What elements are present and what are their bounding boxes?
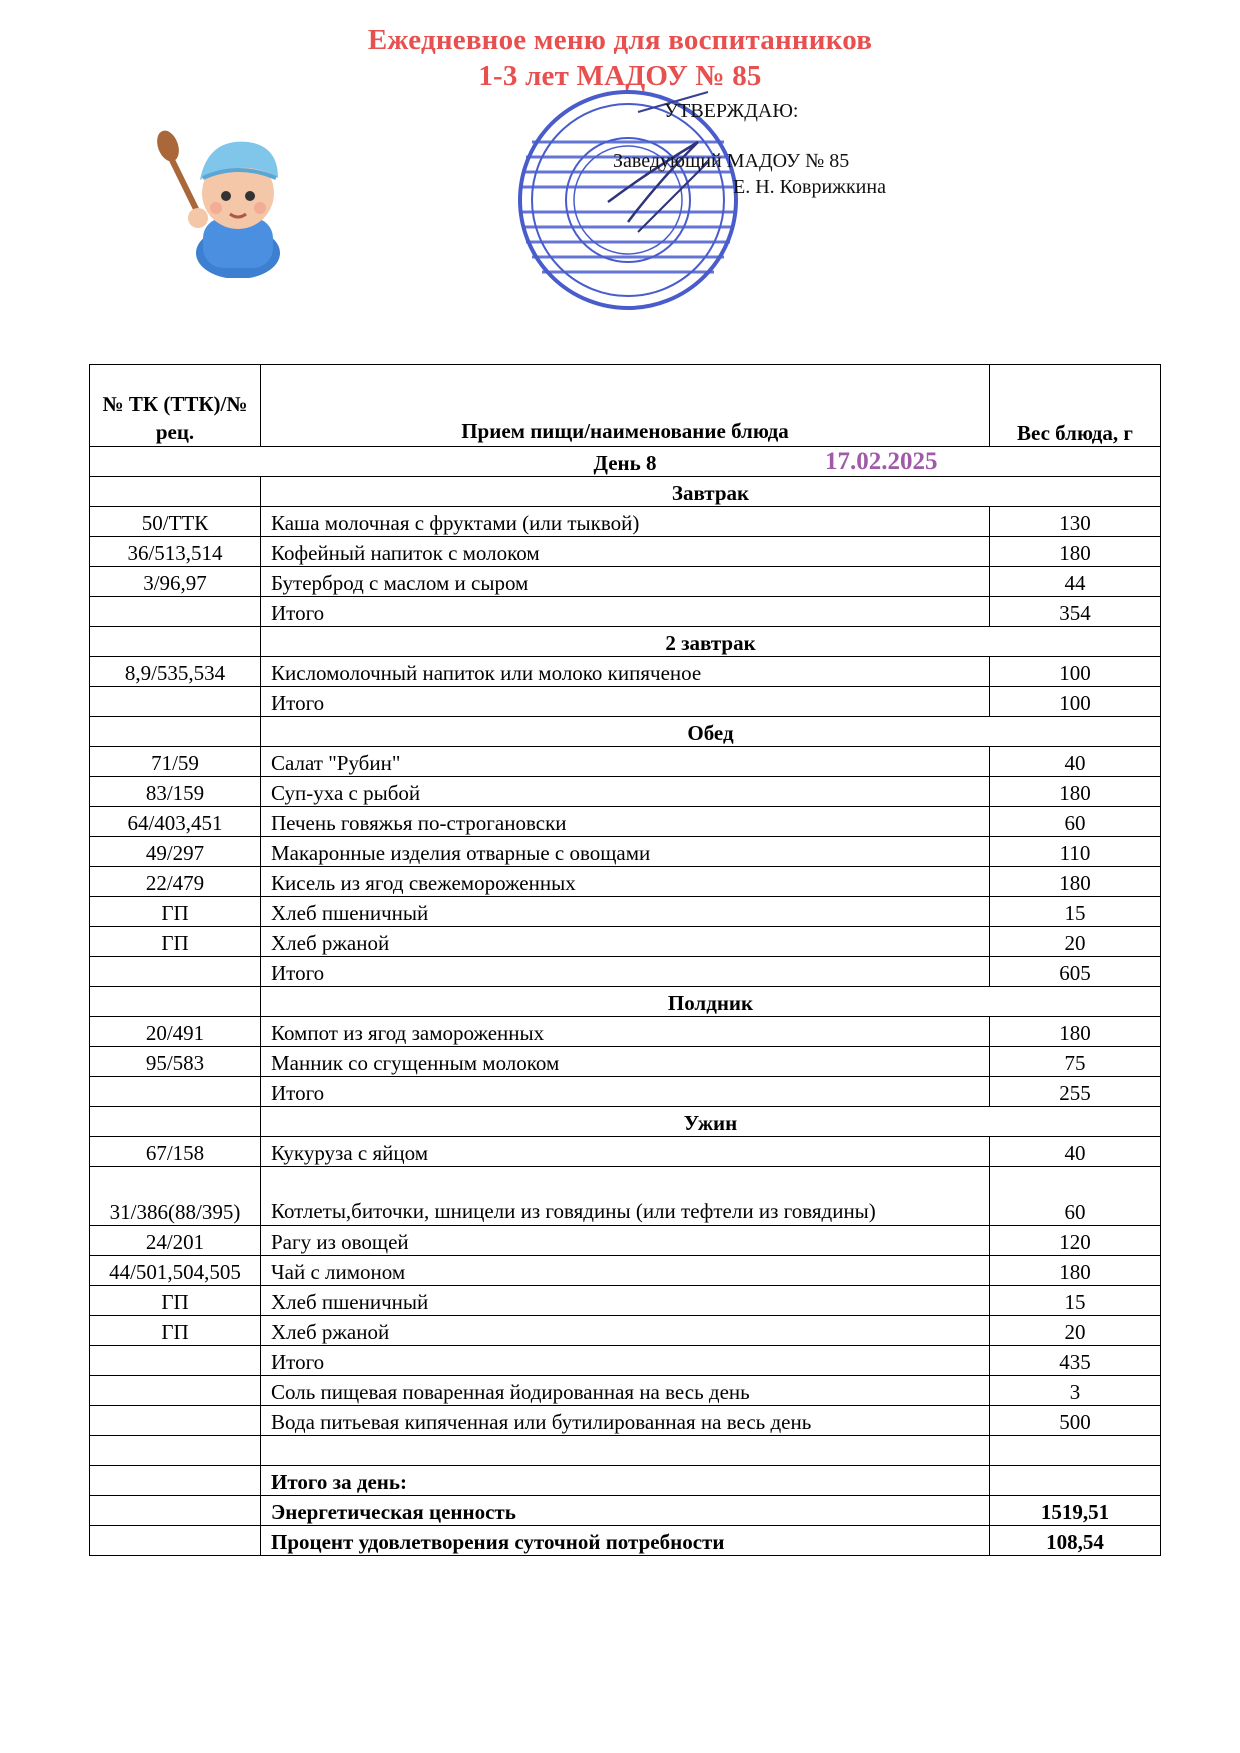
recipe-code: 67/158 — [90, 1137, 261, 1167]
day-cell — [90, 447, 1161, 477]
recipe-code: 8,9/535,534 — [90, 657, 261, 687]
dish-weight: 110 — [990, 837, 1161, 867]
dish-weight: 354 — [990, 597, 1161, 627]
recipe-code — [90, 1526, 261, 1556]
dish-weight: 40 — [990, 1137, 1161, 1167]
dish-name: Печень говяжья по-строгановски — [261, 807, 990, 837]
recipe-code: 44/501,504,505 — [90, 1256, 261, 1286]
section-empty-cell — [90, 477, 261, 507]
table-row — [90, 1526, 1161, 1556]
dish-name — [261, 1436, 990, 1466]
dish-name: Итого за день: — [261, 1466, 990, 1496]
section-empty-cell — [90, 717, 261, 747]
dish-weight: 100 — [990, 687, 1161, 717]
menu-date: 17.02.2025 — [825, 448, 938, 475]
header-code: № ТК (ТТК)/№ рец. — [90, 365, 261, 447]
recipe-code: 95/583 — [90, 1047, 261, 1077]
recipe-code: 24/201 — [90, 1226, 261, 1256]
dish-name: Процент удовлетворения суточной потребности — [261, 1526, 990, 1556]
table-row — [90, 657, 1161, 687]
recipe-code — [90, 1376, 261, 1406]
dish-weight: 40 — [990, 747, 1161, 777]
recipe-code: ГП — [90, 1286, 261, 1316]
dish-weight: 180 — [990, 777, 1161, 807]
dish-name: Соль пищевая поваренная йодированная на весь день — [261, 1376, 990, 1406]
dish-name: Хлеб ржаной — [261, 1316, 990, 1346]
dish-weight: 130 — [990, 507, 1161, 537]
dish-weight: 100 — [990, 657, 1161, 687]
recipe-code: 83/159 — [90, 777, 261, 807]
dish-weight: 20 — [990, 1316, 1161, 1346]
dish-weight — [990, 1466, 1161, 1496]
recipe-code — [90, 1496, 261, 1526]
dish-name: Кофейный напиток с молоком — [261, 537, 990, 567]
day-label: День 8 — [593, 451, 657, 475]
dish-name: Кукуруза с яйцом — [261, 1137, 990, 1167]
table-row — [90, 1167, 1161, 1226]
dish-weight: 255 — [990, 1077, 1161, 1107]
dish-weight: 15 — [990, 1286, 1161, 1316]
dish-weight: 605 — [990, 957, 1161, 987]
recipe-code: 71/59 — [90, 747, 261, 777]
section-empty-cell — [90, 1107, 261, 1137]
recipe-code — [90, 1406, 261, 1436]
page-title-line-2: 1-3 лет МАДОУ № 85 — [478, 60, 762, 92]
dish-weight: 180 — [990, 867, 1161, 897]
table-row — [90, 1017, 1161, 1047]
dish-weight: 75 — [990, 1047, 1161, 1077]
recipe-code: 3/96,97 — [90, 567, 261, 597]
dish-name: Хлеб пшеничный — [261, 897, 990, 927]
dish-name: Итого — [261, 1346, 990, 1376]
dish-weight: 120 — [990, 1226, 1161, 1256]
section-title: Обед — [261, 717, 1161, 747]
dish-name: Итого — [261, 1077, 990, 1107]
recipe-code: ГП — [90, 897, 261, 927]
dish-weight: 44 — [990, 567, 1161, 597]
table-row — [90, 1316, 1161, 1346]
child-chef-illustration — [148, 118, 308, 278]
dish-weight: 180 — [990, 537, 1161, 567]
dish-name: Энергетическая ценность — [261, 1496, 990, 1526]
table-row — [90, 1256, 1161, 1286]
table-row — [90, 567, 1161, 597]
table-header-row — [90, 365, 1161, 447]
table-row — [90, 1376, 1161, 1406]
section-title: Ужин — [261, 1107, 1161, 1137]
dish-name: Хлеб пшеничный — [261, 1286, 990, 1316]
section-row — [90, 477, 1161, 507]
table-row — [90, 777, 1161, 807]
dish-weight: 180 — [990, 1017, 1161, 1047]
table-row — [90, 1226, 1161, 1256]
dish-name: Итого — [261, 687, 990, 717]
table-row — [90, 537, 1161, 567]
approval-position: Заведующий МАДОУ № 85 — [613, 150, 850, 172]
dish-name: Компот из ягод замороженных — [261, 1017, 990, 1047]
dish-name: Салат "Рубин" — [261, 747, 990, 777]
dish-name: Кисломолочный напиток или молоко кипяченое — [261, 657, 990, 687]
section-empty-cell — [90, 627, 261, 657]
table-row — [90, 1496, 1161, 1526]
recipe-code: 36/513,514 — [90, 537, 261, 567]
section-empty-cell — [90, 987, 261, 1017]
table-row — [90, 897, 1161, 927]
dish-weight: 60 — [990, 807, 1161, 837]
approval-heading: УТВЕРЖДАЮ: — [664, 100, 799, 122]
section-title: Завтрак — [261, 477, 1161, 507]
dish-name: Кисель из ягод свежемороженных — [261, 867, 990, 897]
section-title: Полдник — [261, 987, 1161, 1017]
recipe-code: 20/491 — [90, 1017, 261, 1047]
table-row — [90, 1047, 1161, 1077]
dish-name: Макаронные изделия отварные с овощами — [261, 837, 990, 867]
header-weight: Вес блюда, г — [990, 365, 1161, 447]
dish-weight: 500 — [990, 1406, 1161, 1436]
dish-weight — [990, 1436, 1161, 1466]
dish-weight: 20 — [990, 927, 1161, 957]
table-row — [90, 747, 1161, 777]
dish-name: Каша молочная с фруктами (или тыквой) — [261, 507, 990, 537]
dish-name: Бутерброд с маслом и сыром — [261, 567, 990, 597]
dish-weight: 3 — [990, 1376, 1161, 1406]
table-row — [90, 1286, 1161, 1316]
table-row — [90, 1137, 1161, 1167]
dish-weight: 1519,51 — [990, 1496, 1161, 1526]
dish-name: Рагу из овощей — [261, 1226, 990, 1256]
dish-name: Чай с лимоном — [261, 1256, 990, 1286]
table-row — [90, 1077, 1161, 1107]
section-row — [90, 1107, 1161, 1137]
table-row — [90, 1436, 1161, 1466]
table-row — [90, 1466, 1161, 1496]
table-row — [90, 597, 1161, 627]
table-row — [90, 1406, 1161, 1436]
recipe-code — [90, 1436, 261, 1466]
table-row — [90, 927, 1161, 957]
dish-name: Итого — [261, 957, 990, 987]
table-row — [90, 957, 1161, 987]
dish-name: Вода питьевая кипяченная или бутилированная на весь день — [261, 1406, 990, 1436]
header-dish: Прием пищи/наименование блюда — [261, 365, 990, 447]
table-row — [90, 837, 1161, 867]
section-row — [90, 717, 1161, 747]
approval-name: Е. Н. Коврижкина — [733, 176, 886, 198]
day-row — [90, 447, 1161, 477]
table-row — [90, 507, 1161, 537]
recipe-code — [90, 1346, 261, 1376]
recipe-code: ГП — [90, 927, 261, 957]
dish-weight: 435 — [990, 1346, 1161, 1376]
table-row — [90, 687, 1161, 717]
dish-name: Суп-уха с рыбой — [261, 777, 990, 807]
daily-menu-table — [89, 364, 1161, 1556]
recipe-code: ГП — [90, 1316, 261, 1346]
recipe-code: 31/386(88/395) — [90, 1167, 261, 1226]
recipe-code: 22/479 — [90, 867, 261, 897]
dish-weight: 180 — [990, 1256, 1161, 1286]
recipe-code — [90, 1077, 261, 1107]
dish-name: Манник со сгущенным молоком — [261, 1047, 990, 1077]
recipe-code — [90, 597, 261, 627]
dish-weight: 60 — [990, 1167, 1161, 1226]
dish-weight: 108,54 — [990, 1526, 1161, 1556]
table-row — [90, 867, 1161, 897]
table-row — [90, 807, 1161, 837]
section-row — [90, 987, 1161, 1017]
dish-name: Хлеб ржаной — [261, 927, 990, 957]
dish-weight: 15 — [990, 897, 1161, 927]
dish-name: Котлеты,биточки, шницели из говядины (или тефтели из говядины) — [261, 1167, 990, 1226]
recipe-code — [90, 957, 261, 987]
table-row — [90, 1346, 1161, 1376]
recipe-code — [90, 1466, 261, 1496]
section-row — [90, 627, 1161, 657]
section-title: 2 завтрак — [261, 627, 1161, 657]
recipe-code: 64/403,451 — [90, 807, 261, 837]
dish-name: Итого — [261, 597, 990, 627]
recipe-code: 50/ТТК — [90, 507, 261, 537]
page-title-line-1: Ежедневное меню для воспитанников — [367, 24, 873, 56]
recipe-code: 49/297 — [90, 837, 261, 867]
recipe-code — [90, 687, 261, 717]
